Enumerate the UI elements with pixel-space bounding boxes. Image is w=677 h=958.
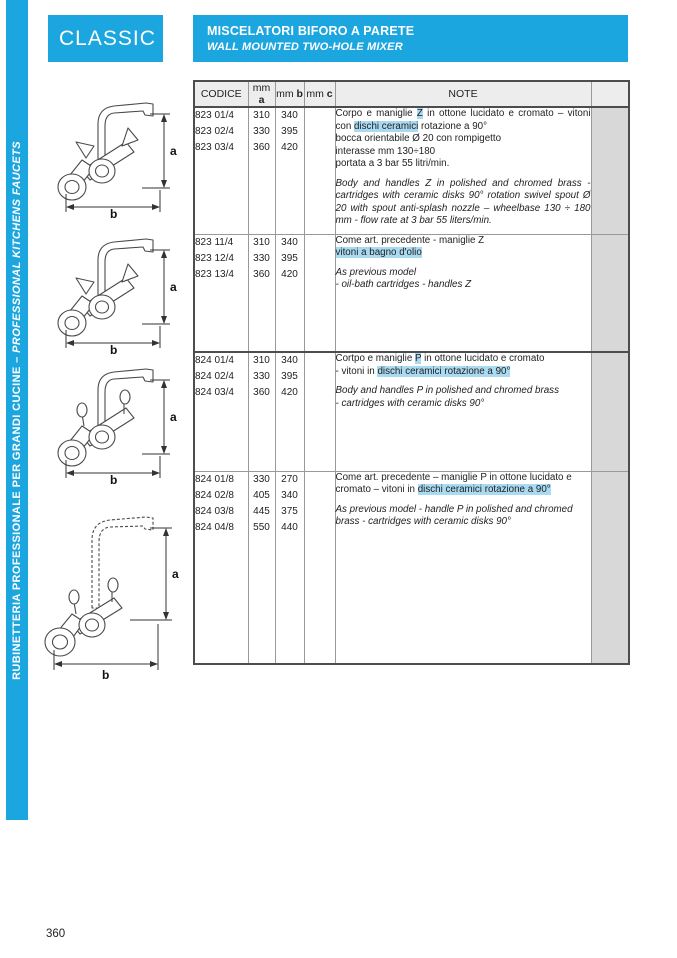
spec-table-824: [193, 351, 630, 665]
value-line: 823 01/4: [195, 110, 234, 121]
note-cell: [335, 352, 591, 471]
mm-b-cell: [275, 234, 304, 353]
value-line: 340: [281, 355, 298, 366]
note-text: portata a 3 bar 55 litri/min.: [335, 158, 450, 169]
note-text: Corpo e maniglie: [335, 108, 417, 119]
mm-b-cell: [275, 352, 304, 471]
value-line: 823 12/4: [195, 252, 234, 264]
sidebar-vertical-text: [11, 141, 23, 680]
drawing-mixer-p-tall: [30, 490, 190, 682]
faucet-line-art-icon: [30, 490, 190, 682]
product-row-824-p-tall: [194, 471, 629, 664]
value-line: 823 13/4: [195, 268, 234, 280]
highlighted-text: dischi ceramici: [354, 120, 419, 132]
column-header-mm-a: mm a: [248, 81, 275, 107]
note-paragraph: [336, 398, 591, 411]
drawing-mixer-z-2: [42, 222, 190, 354]
value-line: 420: [281, 268, 298, 280]
value-line: 823 02/4: [195, 126, 234, 137]
note-text: Body and handles P in polished and chromed brass: [335, 385, 559, 396]
value-line: 550: [253, 521, 270, 533]
note-paragraph: [336, 146, 591, 159]
value-line: 360: [253, 268, 270, 280]
note-cell: [335, 107, 591, 234]
dimension-b-label: b: [102, 668, 110, 682]
value-line: 340: [281, 236, 298, 248]
mm-c-cell: [304, 107, 335, 234]
value-line: 270: [281, 473, 298, 485]
extra-cell: [591, 352, 629, 471]
highlighted-text: vitoni a bagno d'olio: [335, 247, 422, 258]
value-line: 395: [281, 252, 298, 264]
sidebar-text-separator: –: [11, 352, 23, 366]
drawing-mixer-z-1: [42, 86, 190, 218]
highlighted-text: P: [415, 353, 422, 364]
value-line: 440: [281, 521, 298, 533]
value-line: 823 11/4: [195, 236, 234, 248]
note-paragraph: [336, 247, 591, 260]
note-cell: [335, 471, 591, 664]
extra-cell: [591, 471, 629, 664]
highlighted-text: dischi ceramici rotazione a 90°: [377, 365, 511, 377]
note-text: Body and handles Z in polished and chromed brass - cartridges with ceramic disks 90° rotation swivel spout Ø 20 with spout anti-splash nozzle – wheelbase 130 ÷ 180 mm - flow rate at 3 bar 55 liters/min.: [335, 177, 591, 226]
note-text: Come art. precedente – maniglie P in ottone lucidato e cromato – vitoni in: [335, 471, 572, 495]
note-paragraph: [336, 158, 591, 171]
codes-cell: [194, 107, 248, 234]
value-line: 360: [253, 387, 270, 398]
mm-b-cell: [275, 471, 304, 664]
note-paragraph: [336, 504, 591, 529]
column-header-codice: CODICE: [194, 81, 248, 107]
page-title: [193, 15, 628, 62]
mm-c-cell: [304, 352, 335, 471]
value-line: 330: [253, 126, 270, 137]
product-row-823-z-oil: [194, 234, 629, 353]
mm-a-cell: [248, 234, 275, 353]
note-cell: [335, 234, 591, 353]
note-paragraph: [336, 235, 591, 248]
value-line: 824 04/8: [195, 521, 234, 533]
mm-a-cell: [248, 107, 275, 234]
note-paragraph: [336, 279, 591, 292]
table-header-row: [194, 81, 629, 107]
value-line: 310: [253, 110, 270, 121]
mm-b-cell: [275, 107, 304, 234]
page-number: 360: [46, 928, 66, 940]
sidebar-vertical-label: [6, 0, 28, 820]
value-line: 330: [253, 473, 270, 485]
note-paragraph: [336, 385, 591, 398]
note-paragraph: [336, 267, 591, 280]
value-line: 310: [253, 236, 270, 248]
note-text: - oil-bath cartridges - handles Z: [335, 279, 472, 290]
value-line: 823 03/4: [195, 142, 234, 153]
value-line: 824 03/4: [195, 387, 234, 398]
column-header-mm-b: mm b: [275, 81, 304, 107]
value-line: 420: [281, 142, 298, 153]
extra-cell: [591, 107, 629, 234]
value-line: 360: [253, 142, 270, 153]
page-title-italian: MISCELATORI BIFORO A PARETE: [207, 24, 415, 38]
sidebar-text-english: PROFESSIONAL KITCHENS FAUCETS: [11, 140, 23, 353]
value-line: 340: [281, 110, 298, 121]
faucet-line-art-icon: [42, 86, 190, 218]
dimension-a-label: a: [170, 410, 177, 424]
mm-c-cell: [304, 234, 335, 353]
series-badge-label: CLASSIC: [59, 26, 156, 50]
value-line: 330: [253, 371, 270, 382]
extra-cell: [591, 234, 629, 353]
note-text: As previous model: [335, 266, 417, 278]
note-text: rotazione a 90°: [418, 120, 488, 132]
note-paragraph: [336, 353, 591, 366]
value-line: 340: [281, 489, 298, 501]
note-text: in ottone lucidato e cromato: [421, 353, 545, 364]
note-text: bocca orientabile Ø 20 con rompigetto: [335, 133, 502, 144]
mm-a-cell: [248, 352, 275, 471]
mm-c-cell: [304, 471, 335, 664]
dimension-b-label: b: [110, 473, 118, 484]
note-text: - vitoni in: [335, 365, 378, 377]
value-line: 824 01/4: [195, 355, 234, 366]
value-line: 445: [253, 505, 270, 517]
highlighted-text: Z: [416, 108, 423, 119]
note-paragraph: [336, 133, 591, 146]
column-header-mm-c: mm c: [304, 81, 335, 107]
codes-cell: [194, 471, 248, 664]
faucet-line-art-icon: [42, 352, 190, 484]
codes-cell: [194, 352, 248, 471]
column-header-extra: [591, 81, 629, 107]
sidebar-band: [6, 0, 28, 820]
product-row-823-z: [194, 107, 629, 234]
dimension-b-label: b: [110, 343, 118, 354]
value-line: 824 01/8: [195, 473, 234, 485]
note-paragraph: [336, 472, 591, 497]
note-text: in ottone lucidato e cromato – vitoni con: [335, 108, 591, 132]
mm-a-cell: [248, 471, 275, 664]
value-line: 824 02/8: [195, 489, 234, 501]
value-line: 375: [281, 505, 298, 517]
value-line: 420: [281, 387, 298, 398]
dimension-a-label: a: [172, 567, 179, 581]
drawing-mixer-p-1: [42, 352, 190, 484]
dimension-a-label: a: [170, 280, 177, 294]
product-row-824-p: [194, 352, 629, 471]
note-text: interasse mm 130÷180: [335, 145, 436, 157]
value-line: 330: [253, 252, 270, 264]
spec-table-823: [193, 80, 630, 354]
value-line: 824 03/8: [195, 505, 234, 517]
note-paragraph: [336, 108, 591, 133]
value-line: 405: [253, 489, 270, 501]
highlighted-text: dischi ceramici rotazione a 90°: [417, 484, 551, 495]
note-paragraph: [336, 366, 591, 379]
dimension-b-label: b: [110, 207, 118, 218]
faucet-line-art-icon: [42, 222, 190, 354]
value-line: 310: [253, 355, 270, 366]
column-header-note: NOTE: [335, 81, 591, 107]
value-line: 395: [281, 371, 298, 382]
dimension-a-label: a: [170, 144, 177, 158]
series-badge: [48, 15, 163, 62]
sidebar-text-italian: RUBINETTERIA PROFESSIONALE PER GRANDI CUCINE: [11, 365, 23, 680]
note-text: Come art. precedente - maniglie Z: [335, 234, 485, 246]
note-text: As previous model - handle P in polished and chromed brass - cartridges with ceramic disks 90°: [335, 503, 573, 527]
note-paragraph: [336, 178, 591, 228]
value-line: 824 02/4: [195, 371, 234, 382]
page-title-english: WALL MOUNTED TWO-HOLE MIXER: [207, 41, 403, 53]
value-line: 395: [281, 126, 298, 137]
note-text: Cortpo e maniglie: [335, 353, 416, 364]
codes-cell: [194, 234, 248, 353]
note-text: - cartridges with ceramic disks 90°: [335, 397, 485, 409]
